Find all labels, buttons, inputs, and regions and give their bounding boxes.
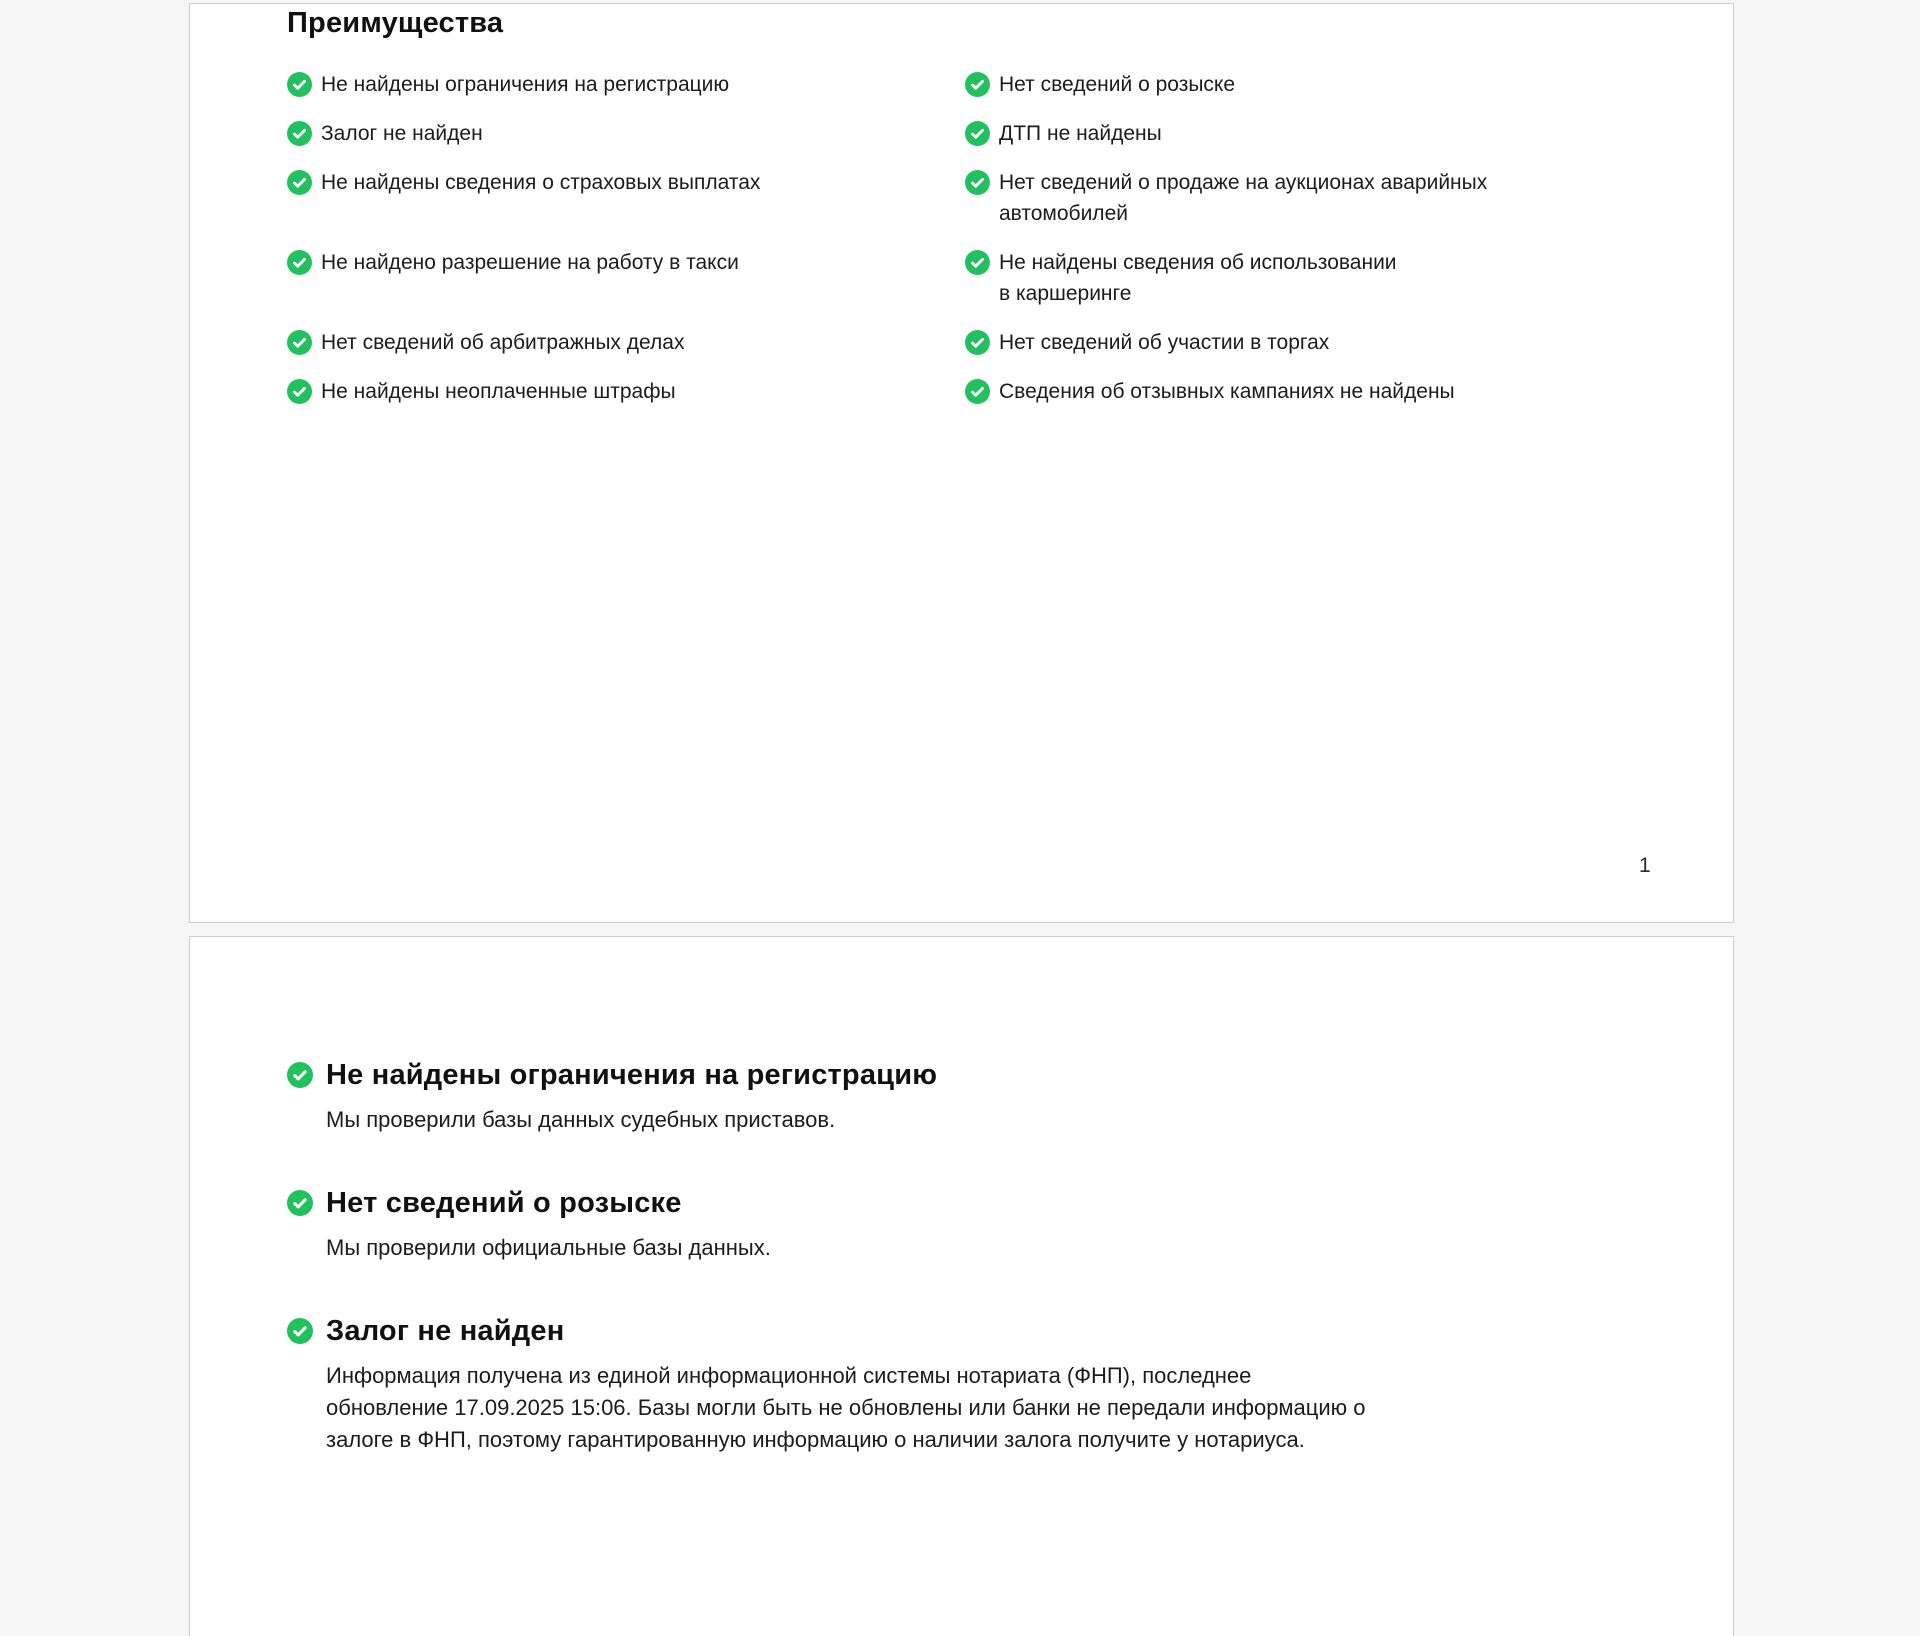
advantage-text [321,118,483,149]
advantage-line: Залог не найден [321,122,483,145]
section-head [287,1314,1733,1348]
advantage-line: Не найдены сведения об использовании [999,251,1397,274]
advantage-item [287,118,965,149]
advantage-item [287,327,965,358]
advantage-line: ДТП не найдены [999,122,1162,145]
section-body [326,1104,1733,1136]
advantage-item [965,327,1733,358]
check-circle-icon [965,72,990,97]
advantage-line: Нет сведений о розыске [999,73,1236,96]
advantage-text [321,327,684,358]
section-body-line: Мы проверили базы данных судебных приставов. [326,1107,836,1132]
section-body-line: Информация получена из единой информационной системы нотариата (ФНП), последнее [326,1363,1252,1388]
check-circle-icon [287,170,312,195]
advantage-text [999,376,1455,407]
advantage-text [999,247,1397,309]
page-2-content [190,937,1733,1456]
advantage-item [287,247,965,309]
advantage-item [965,376,1733,407]
advantage-item [287,167,965,229]
advantage-text [321,69,729,100]
report-section [287,1314,1733,1456]
advantage-item [965,69,1733,100]
report-section [287,1186,1733,1264]
section-head [287,1058,1733,1092]
section-body-line: обновление 17.09.2025 15:06. Базы могли быть не обновлены или банки не передали информацию о [326,1395,1366,1420]
advantage-line: Не найдены сведения о страховых выплатах [321,171,761,194]
advantage-line: Нет сведений о продаже на аукционах аварийных [999,171,1488,194]
advantage-text [999,167,1487,229]
advantages-grid [287,69,1733,407]
check-circle-icon [965,250,990,275]
section-body-line: Мы проверили официальные базы данных. [326,1235,771,1260]
check-circle-icon [287,72,312,97]
advantage-text [321,376,676,407]
advantages-title: Преимущества [287,7,504,39]
check-circle-icon [287,250,312,275]
check-circle-icon [287,1318,313,1344]
advantage-text [999,327,1329,358]
advantage-line: в каршеринге [999,282,1132,305]
advantage-item [287,69,965,100]
advantage-line: автомобилей [999,202,1128,225]
advantage-line: Не найдены ограничения на регистрацию [321,73,730,96]
advantage-line: Нет сведений об арбитражных делах [321,331,685,354]
check-circle-icon [965,121,990,146]
check-circle-icon [965,330,990,355]
report-page-2 [189,936,1734,1636]
page-1-content [190,4,1733,407]
report-section [287,1058,1733,1136]
advantage-text [999,118,1162,149]
check-circle-icon [287,379,312,404]
advantage-text [999,69,1235,100]
advantage-item [965,247,1733,309]
advantage-text [321,247,739,278]
section-head [287,1186,1733,1220]
advantage-item [965,167,1733,229]
advantage-line: Не найдены неоплаченные штрафы [321,380,676,403]
advantage-item [287,376,965,407]
section-title: Залог не найден [326,1315,565,1347]
advantage-item [965,118,1733,149]
check-circle-icon [287,121,312,146]
check-circle-icon [965,379,990,404]
check-circle-icon [287,1062,313,1088]
section-body-line: залоге в ФНП, поэтому гарантированную информацию о наличии залога получите у нотариуса. [326,1427,1305,1452]
advantage-text [321,167,760,198]
section-title: Не найдены ограничения на регистрацию [326,1059,938,1091]
advantage-line: Не найдено разрешение на работу в такси [321,251,739,274]
report-page-1 [189,3,1734,923]
page-number: 1 [1639,854,1651,877]
check-circle-icon [287,330,312,355]
advantage-line: Нет сведений об участии в торгах [999,331,1330,354]
section-body [326,1232,1733,1264]
section-title: Нет сведений о розыске [326,1187,682,1219]
check-circle-icon [965,170,990,195]
check-circle-icon [287,1190,313,1216]
section-body [326,1360,1733,1456]
advantage-line: Сведения об отзывных кампаниях не найдены [999,380,1455,403]
